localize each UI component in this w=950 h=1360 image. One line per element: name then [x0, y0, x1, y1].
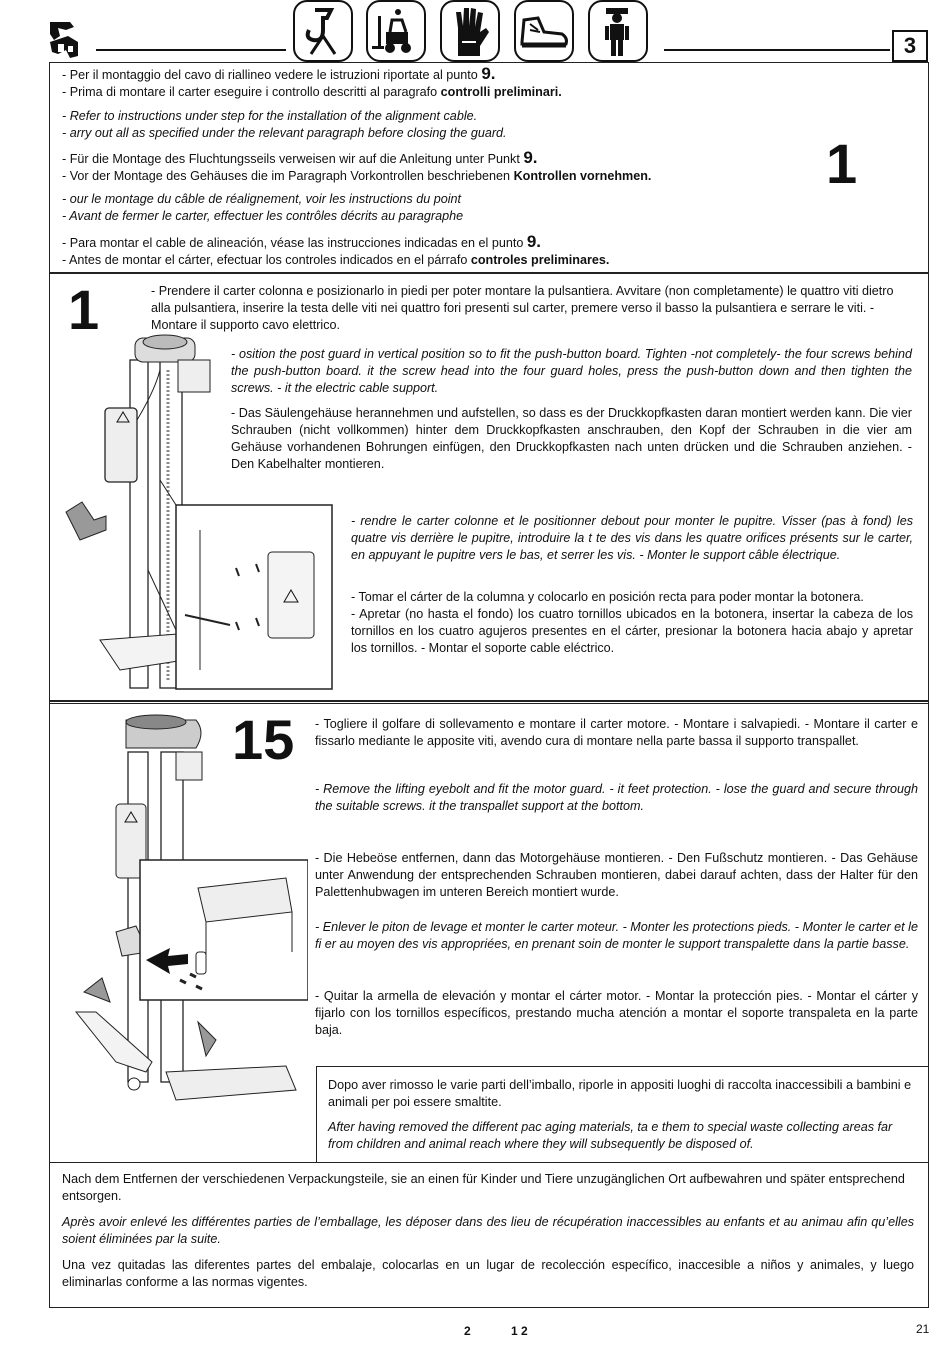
top-it-line1: - Per il montaggio del cavo di riallineo vedere le istruzioni riportate al punto [62, 68, 482, 82]
step15-text-es: - Quitar la armella de elevación y montar el cárter motor. - Montar la protección pies. - Montar el cárter y fijarlo con los tornillos específicos, prestando mucha atención a montar el soporte transpaleta en la parte baja. [315, 989, 918, 1037]
top-de-line1: - Für die Montage des Fluchtungsseils verweisen wir auf die Anleitung unter Punkt [62, 152, 524, 166]
header-rule-left [96, 49, 286, 51]
step15-number: 15 [232, 708, 295, 771]
footer-code-b: 1 2 [511, 1324, 528, 1338]
top-es-step-ref: 9. [526, 232, 542, 251]
step1-es-block [351, 589, 913, 657]
divider-top [49, 272, 929, 274]
packaging-text-es: Una vez quitadas las diferentes partes del embalaje, colocarlas en un lugar de recolección específico, inaccesible a niños y animales, y luego eliminarlas conforme a las normas vigentes. [62, 1258, 914, 1289]
footer-code-a: 2 [464, 1324, 471, 1338]
packaging-text-de: Nach dem Entfernen der verschiedenen Verpackungsteile, sie an einen für Kinder und Tiere unzugänglichen Ort aufbewahren und später entsprechend entsorgen. [62, 1172, 905, 1203]
top-it-line2: - Prima di montare il carter eseguire i controllo descritti al paragrafo [62, 85, 441, 99]
packaging-text-fr: Après avoir enlevé les différentes parties de l’emballage, les déposer dans des lieu de récupération inaccessibles au enfants et au animau afin qu’elles soient éliminées par la suite. [62, 1215, 914, 1246]
packaging-text-it: Dopo aver rimosso le varie parti dell’imballo, riporle in appositi luoghi di raccolta inaccessibili a bambini e animali per poi essere smaltite. [328, 1078, 912, 1109]
step1-text-it: - Prendere il carter colonna e posizionarlo in piedi per poter montare la pulsantiera. Avvitare (non completamente) le quattro viti dietro alla pulsantiera, inserire la testa delle viti nei quattro fori presenti sul carter, premere verso il basso la pulsantiera e serrare le viti. - Montare il supporto cavo elettrico. [151, 284, 894, 332]
step1-number: 1 [68, 278, 100, 341]
hook-lifting-icon [293, 0, 353, 62]
step1-text-de: - Das Säulengehäuse herannehmen und aufstellen, so dass es der Druckkopfkasten daran montiert werden kann. Die vier Schrauben (nicht vollkommen) hinter dem Druckkopfkasten anschrauben, den Kopf der Schrauben in die vier am Gehäuse vorhandenen Bohrungen einfügen, den Druckkopfkasten nach unten drücken und die Schrauben anziehen. - Den Kabelhalter montieren. [231, 406, 912, 471]
top-it-block [62, 65, 822, 101]
page-number: 21 [916, 1322, 930, 1336]
forklift-icon [366, 0, 426, 62]
logo [44, 18, 90, 62]
top-it-bold-ref: controlli preliminari. [440, 85, 562, 99]
step15-text-it: - Togliere il golfare di sollevamento e montare il carter motore. - Montare i salvapiedi. - Montare il carter e fissarlo mediante le apposite viti, avendo cura di montare nella parte bassa il supporto transpallet. [315, 717, 918, 748]
top-en-line2: - arry out all as specified under the relevant paragraph before closing the guard. [62, 126, 507, 140]
step15-text-de: - Die Hebeöse entfernen, dann das Motorgehäuse montieren. - Den Fußschutz montieren. - Das Gehäuse unter Anwendung der entsprechenden Schrauben montieren, dabei darauf achten, dass der Halter für den Palettenhubwagen im unteren Bereich montiert wurde. [315, 851, 918, 899]
top-fr-line1: - our le montage du câble de réalignement, voir les instructions du point [62, 192, 462, 206]
top-de-block [62, 149, 822, 185]
top-es-bold-ref: controles preliminares. [470, 253, 610, 267]
top-en-block [62, 108, 822, 142]
packaging-text-en: After having removed the different pac aging materials, ta e them to special waste collecting areas far from children and animal reach where they will subsequently be disposed of. [328, 1120, 893, 1151]
top-it-step-ref: 9. [481, 64, 496, 83]
top-fr-block [62, 191, 822, 225]
top-de-step-ref: 9. [523, 148, 538, 167]
section-number-box: 3 [892, 30, 928, 62]
step15-text-en: - Remove the lifting eyebolt and fit the motor guard. - it feet protection. - lose the guard and secure through the suitable screws. it the transpallet support at the bottom. [315, 782, 918, 813]
top-fr-line2: - Avant de fermer le carter, effectuer les contrôles décrits au paragraphe [62, 209, 464, 223]
glove-icon [440, 0, 500, 62]
divider-middle [49, 700, 929, 702]
worker-icon [588, 0, 648, 62]
top-step-number: 1 [826, 132, 858, 195]
safety-shoe-icon [514, 0, 574, 62]
step1-text-es1: - Tomar el cárter de la columna y colocarlo en posición recta para poder montar la botonera. [351, 590, 864, 604]
step15-illustration [56, 708, 308, 1108]
top-de-bold-ref: Kontrollen vornehmen. [513, 169, 652, 183]
top-es-line2: - Antes de montar el cárter, efectuar los controles indicados en el párrafo [62, 253, 471, 267]
header-rule-right [664, 49, 890, 51]
top-es-line1: - Para montar el cable de alineación, véase las instrucciones indicadas en el punto [62, 236, 527, 250]
top-es-block [62, 233, 822, 269]
step1-text-fr: - rendre le carter colonne et le positionner debout pour monter le pupitre. Visser (pas à fond) les quatre vis derrière le pupitre, introduire la t te des vis dans les quatre orifices présents sur le carter, en appuyant le pupitre vers le bas, et serrer les vis. - Monter le support câble électrique. [351, 514, 913, 562]
top-de-line2: - Vor der Montage des Gehäuses die im Paragraph Vorkontrollen beschriebenen [62, 169, 514, 183]
step1-text-es2: - Apretar (no hasta el fondo) los cuatro tornillos ubicados en la botonera, insertar la cabeza de los tornillos en los cuatro agujeros presentes en el cárter, presionar la botonera hacia abajo y apretar los tornillos. - Montar el soporte cable eléctrico. [351, 607, 913, 655]
step1-text-en: - osition the post guard in vertical position so to fit the push-button board. Tighten -not completely- the four screws behind the push-button board. it the screw head into the four guard holes, press the push-button down and then tighten the screws. - it the electric cable support. [231, 347, 912, 395]
top-en-line1: - Refer to instructions under step for the installation of the alignment cable. [62, 109, 478, 123]
step15-text-fr: - Enlever le piton de levage et monter le carter moteur. - Monter les protections pieds. - Monter le carter et le fi er au moyen des vis appropriées, en prenant soin de monter le support transpalette dans la partie basse. [315, 920, 918, 951]
